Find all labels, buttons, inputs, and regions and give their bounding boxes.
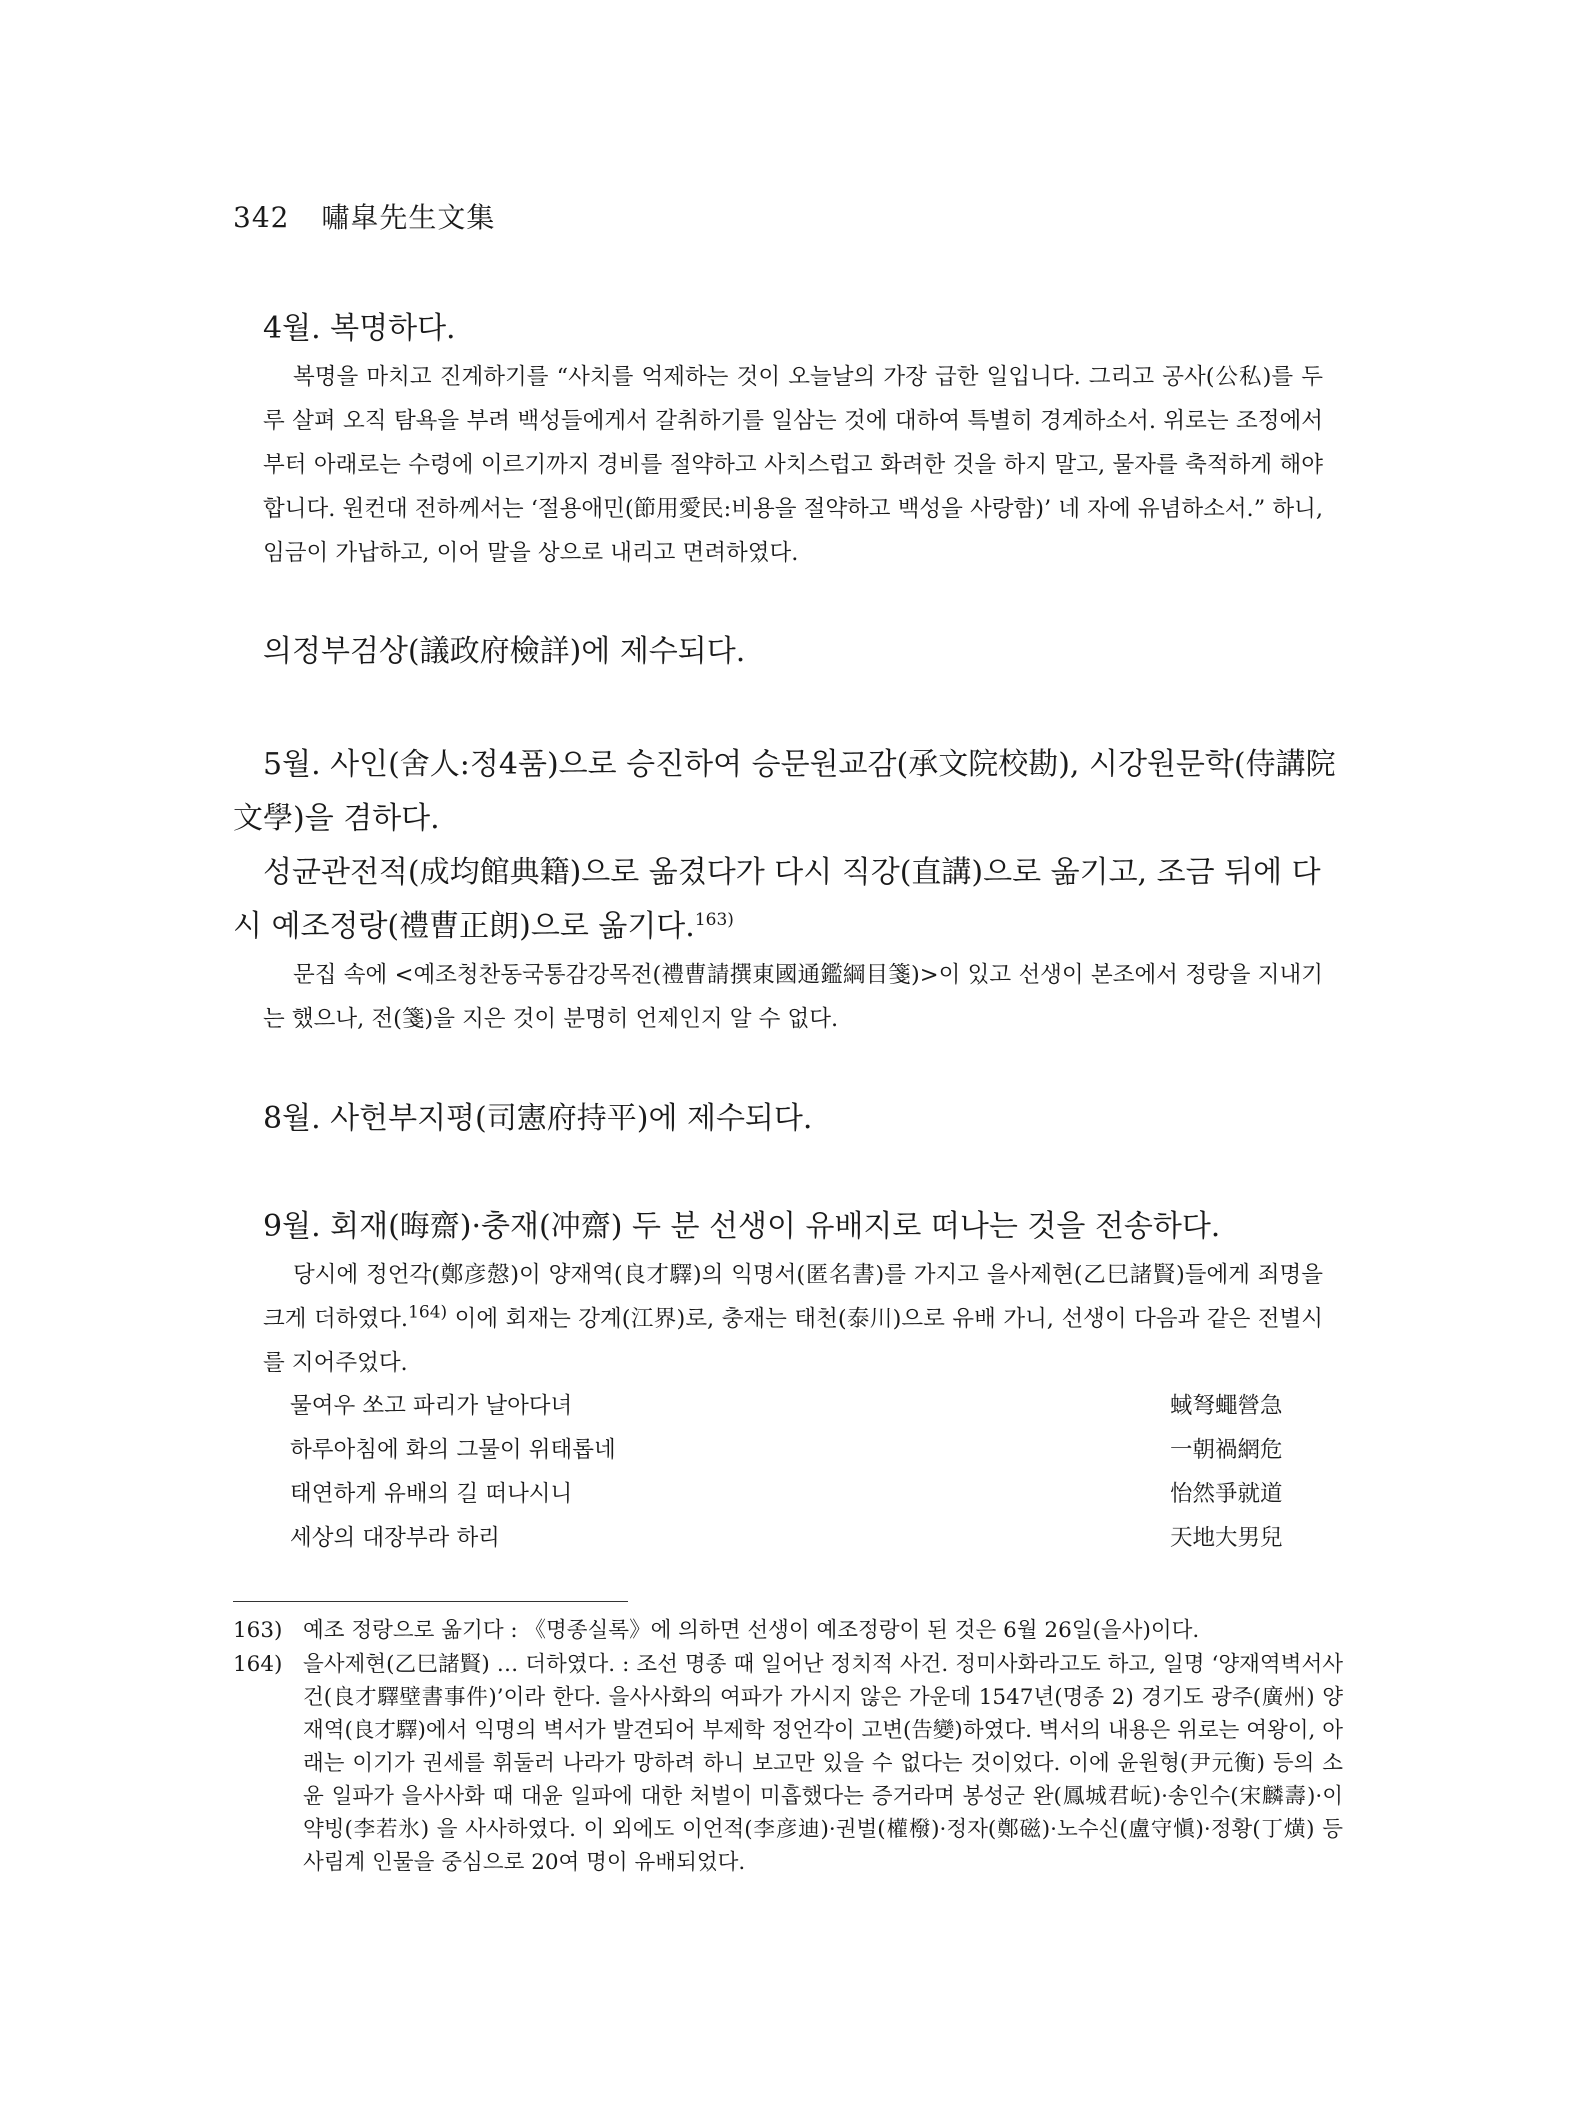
poem-korean: 물여우 쏘고 파리가 날아다녀	[290, 1393, 573, 1419]
paragraph-text: 당시에 정언각(鄭彦慤)이 양재역(良才驛)의 익명서(匿名書)를 가지고 을사제현(乙巳諸賢)들에게 죄명을 크게 더하였다.	[263, 1262, 1323, 1332]
footnote-ref-164[interactable]: 164)	[408, 1302, 448, 1323]
paragraph-april: 복명을 마치고 진계하기를 “사치를 억제하는 것이 오늘날의 가장 급한 일입니다. 그리고 공사(公私)를 두루 살펴 오직 탐욕을 부려 백성들에게서 갈취하기를 일삼는 것에 대하여 특별히 경계하소서. 위로는 조정에서부터 아래로는 수령에 이르기까지 경비를 절약하고 사치스럽고 화려한 것을 하지 말고, 물자를 축적하게 해야 합니다. 원컨대 전하께서는 ‘절용애민(節用愛民:비용을 절약하고 백성을 사랑함)’ 네 자에 유념하소서.” 하니, 임금이 가납하고, 이어 말을 상으로 내리고 면려하였다.	[263, 364, 1323, 566]
book-title: 嘯皐先生文集	[321, 201, 496, 234]
poem-hanja: 天地大男兒	[1170, 1525, 1283, 1551]
paragraph-september	[263, 1253, 1323, 1385]
poem-korean: 하루아침에 화의 그물이 위태롭네	[290, 1437, 616, 1463]
section-heading-appointment: 의정부검상(議政府檢詳)에 제수되다.	[263, 634, 746, 669]
footnote-divider	[233, 1601, 628, 1602]
section-heading-may-transfer	[233, 846, 1343, 954]
poem-line	[290, 1428, 1290, 1472]
heading-text: 성균관전적(成均館典籍)으로 옮겼다가 다시 직강(直講)으로 옮기고, 조금 뒤에 다시 예조정랑(禮曹正朗)으로 옮기다.	[233, 855, 1321, 944]
poem-line	[290, 1472, 1290, 1516]
paragraph-may: 문집 속에 <예조청찬동국통감강목전(禮曹請撰東國通鑑綱目箋)>이 있고 선생이 본조에서 정랑을 지내기는 했으나, 전(箋)을 지은 것이 분명히 언제인지 알 수 없다.	[263, 962, 1323, 1032]
poem-korean: 태연하게 유배의 길 떠나시니	[290, 1481, 573, 1507]
page-number: 342	[233, 201, 290, 234]
section-heading-september: 9월. 회재(晦齋)·충재(冲齋) 두 분 선생이 유배지로 떠나는 것을 전송하다.	[263, 1209, 1221, 1244]
poem-korean: 세상의 대장부라 하리	[290, 1525, 500, 1551]
footnote-number: 164)	[233, 1652, 283, 1677]
poem-line	[290, 1516, 1290, 1560]
section-heading-april: 4월. 복명하다.	[263, 311, 456, 346]
footnote-163	[233, 1614, 1343, 1647]
footnote-text: 을사제현(乙巳諸賢) … 더하였다. : 조선 명종 때 일어난 정치적 사건. 정미사화라고도 하고, 일명 ‘양재역벽서사건(良才驛壁書事件)’이라 한다. 을사사화의 여파가 가시지 않은 가운데 1547년(명종 2) 경기도 광주(廣州) 양재역(良才驛)에서 익명의 벽서가 발견되어 부제학 정언각이 고변(告變)하였다. 벽서의 내용은 위로는 여왕이, 아래는 이기가 권세를 휘둘러 나라가 망하려 하니 보고만 있을 수 없다는 것이었다. 이에 윤원형(尹元衡) 등의 소윤 일파가 을사사화 때 대윤 일파에 대한 처벌이 미흡했다는 증거라며 봉성군 완(鳳城君岏)·송인수(宋麟壽)·이약빙(李若氷) 을 사사하였다. 이 외에도 이언적(李彦迪)·권벌(權橃)·정자(鄭磁)·노수신(盧守愼)·정황(丁熿) 등 사림계 인물을 중심으로 20여 명이 유배되었다.	[303, 1652, 1343, 1875]
footnote-text: 예조 정랑으로 옮기다 : 《명종실록》에 의하면 선생이 예조정랑이 된 것은 6월 26일(을사)이다.	[303, 1618, 1200, 1643]
section-heading-august: 8월. 사헌부지평(司憲府持平)에 제수되다.	[263, 1101, 813, 1136]
poem-hanja: 怡然爭就道	[1170, 1481, 1283, 1507]
footnote-164	[233, 1648, 1343, 1879]
farewell-poem	[290, 1384, 1290, 1560]
running-header	[233, 196, 495, 236]
poem-hanja: 一朝禍網危	[1170, 1437, 1283, 1463]
footnote-ref-163[interactable]: 163)	[694, 910, 734, 930]
poem-line	[290, 1384, 1290, 1428]
footnote-number: 163)	[233, 1618, 283, 1643]
paragraph-text: 이에 회재는 강계(江界)로, 충재는 태천(泰川)으로 유배 가니, 선생이 다음과 같은 전별시를 지어주었다.	[263, 1306, 1323, 1376]
section-heading-may: 5월. 사인(舍人:정4품)으로 승진하여 승문원교감(承文院校勘), 시강원문학(侍講院文學)을 겸하다.	[233, 747, 1336, 836]
poem-hanja: 蜮弩蠅營急	[1170, 1393, 1283, 1419]
